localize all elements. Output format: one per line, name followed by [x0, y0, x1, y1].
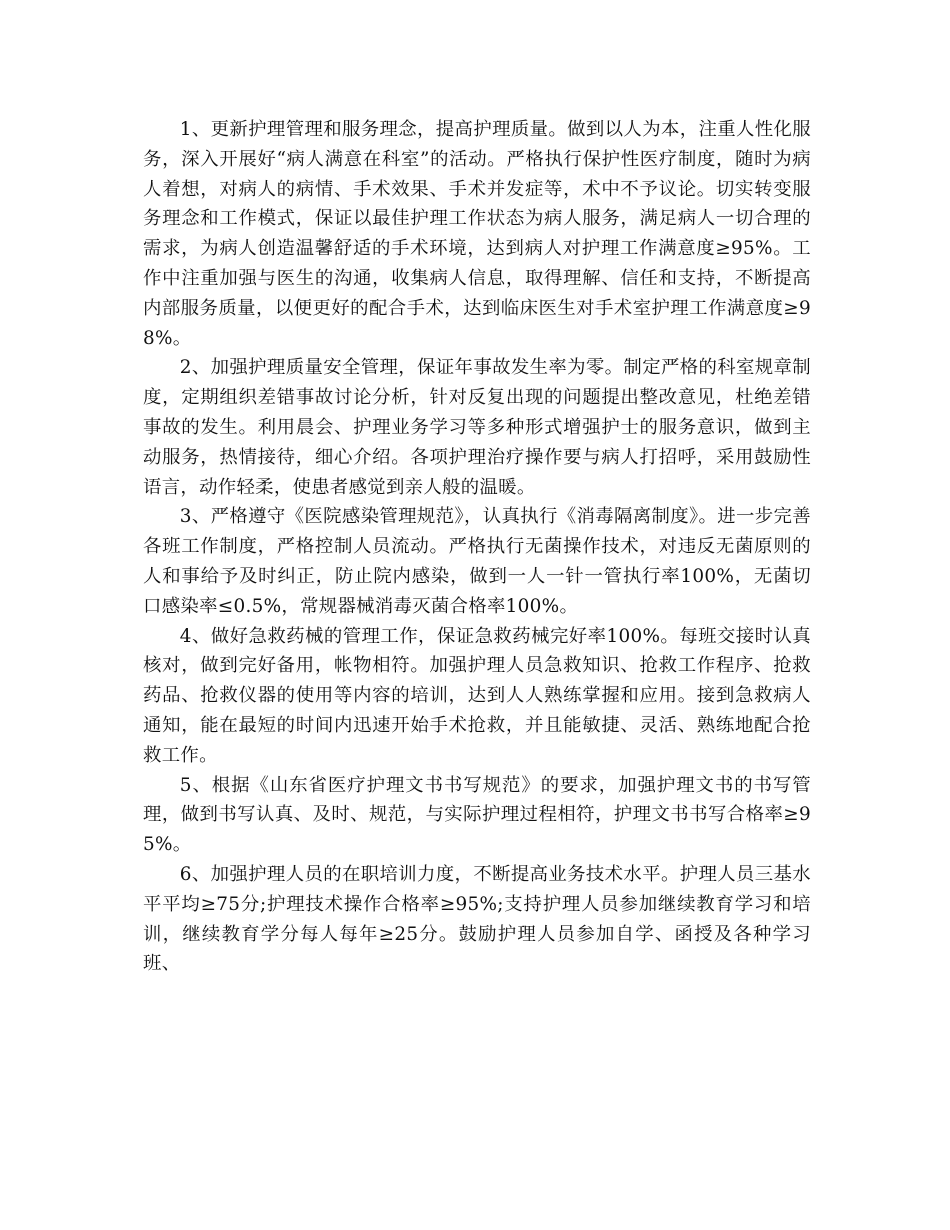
document-body	[143, 115, 811, 979]
paragraph-4: 4、做好急救药械的管理工作，保证急救药械完好率100%。每班交接时认真核对，做到完好备用，帐物相符。加强护理人员急救知识、抢救工作程序、抢救药品、抢救仪器的使用等内容的培训，达到人人熟练掌握和应用。接到急救病人通知，能在最短的时间内迅速开始手术抢救，并且能敏捷、灵活、熟练地配合抢救工作。	[143, 625, 811, 766]
paragraph-3: 3、严格遵守《医院感染管理规范》，认真执行《消毒隔离制度》。进一步完善各班工作制度，严格控制人员流动。严格执行无菌操作技术，对违反无菌原则的人和事给予及时纠正，防止院内感染，做到一人一针一管执行率100%，无菌切口感染率≤0.5%，常规器械消毒灭菌合格率100%。	[143, 506, 811, 617]
paragraph-6: 6、加强护理人员的在职培训力度，不断提高业务技术水平。护理人员三基水平平均≥75分;护理技术操作合格率≥95%;支持护理人员参加继续教育学习和培训，继续教育学分每人每年≥25分。鼓励护理人员参加自学、函授及各种学习班、	[143, 863, 811, 975]
paragraph-2: 2、加强护理质量安全管理，保证年事故发生率为零。制定严格的科室规章制度，定期组织差错事故讨论分析，针对反复出现的问题提出整改意见，杜绝差错事故的发生。利用晨会、护理业务学习等多种形式增强护士的服务意识，做到主动服务，热情接待，细心介绍。各项护理治疗操作要与病人打招呼，采用鼓励性语言，动作轻柔，使患者感觉到亲人般的温暖。	[143, 357, 811, 498]
paragraph-1: 1、更新护理管理和服务理念，提高护理质量。做到以人为本，注重人性化服务，深入开展好“病人满意在科室”的活动。严格执行保护性医疗制度，随时为病人着想，对病人的病情、手术效果、手术并发症等，术中不予议论。切实转变服务理念和工作模式，保证以最佳护理工作状态为病人服务，满足病人一切合理的需求，为病人创造温馨舒适的手术环境，达到病人对护理工作满意度≥95%。工作中注重加强与医生的沟通，收集病人信息，取得理解、信任和支持，不断提高内部服务质量，以便更好的配合手术，达到临床医生对手术室护理工作满意度≥98%。	[143, 119, 811, 349]
paragraph-5: 5、根据《山东省医疗护理文书书写规范》的要求，加强护理文书的书写管理，做到书写认真、及时、规范，与实际护理过程相符，护理文书书写合格率≥95%。	[143, 774, 811, 856]
